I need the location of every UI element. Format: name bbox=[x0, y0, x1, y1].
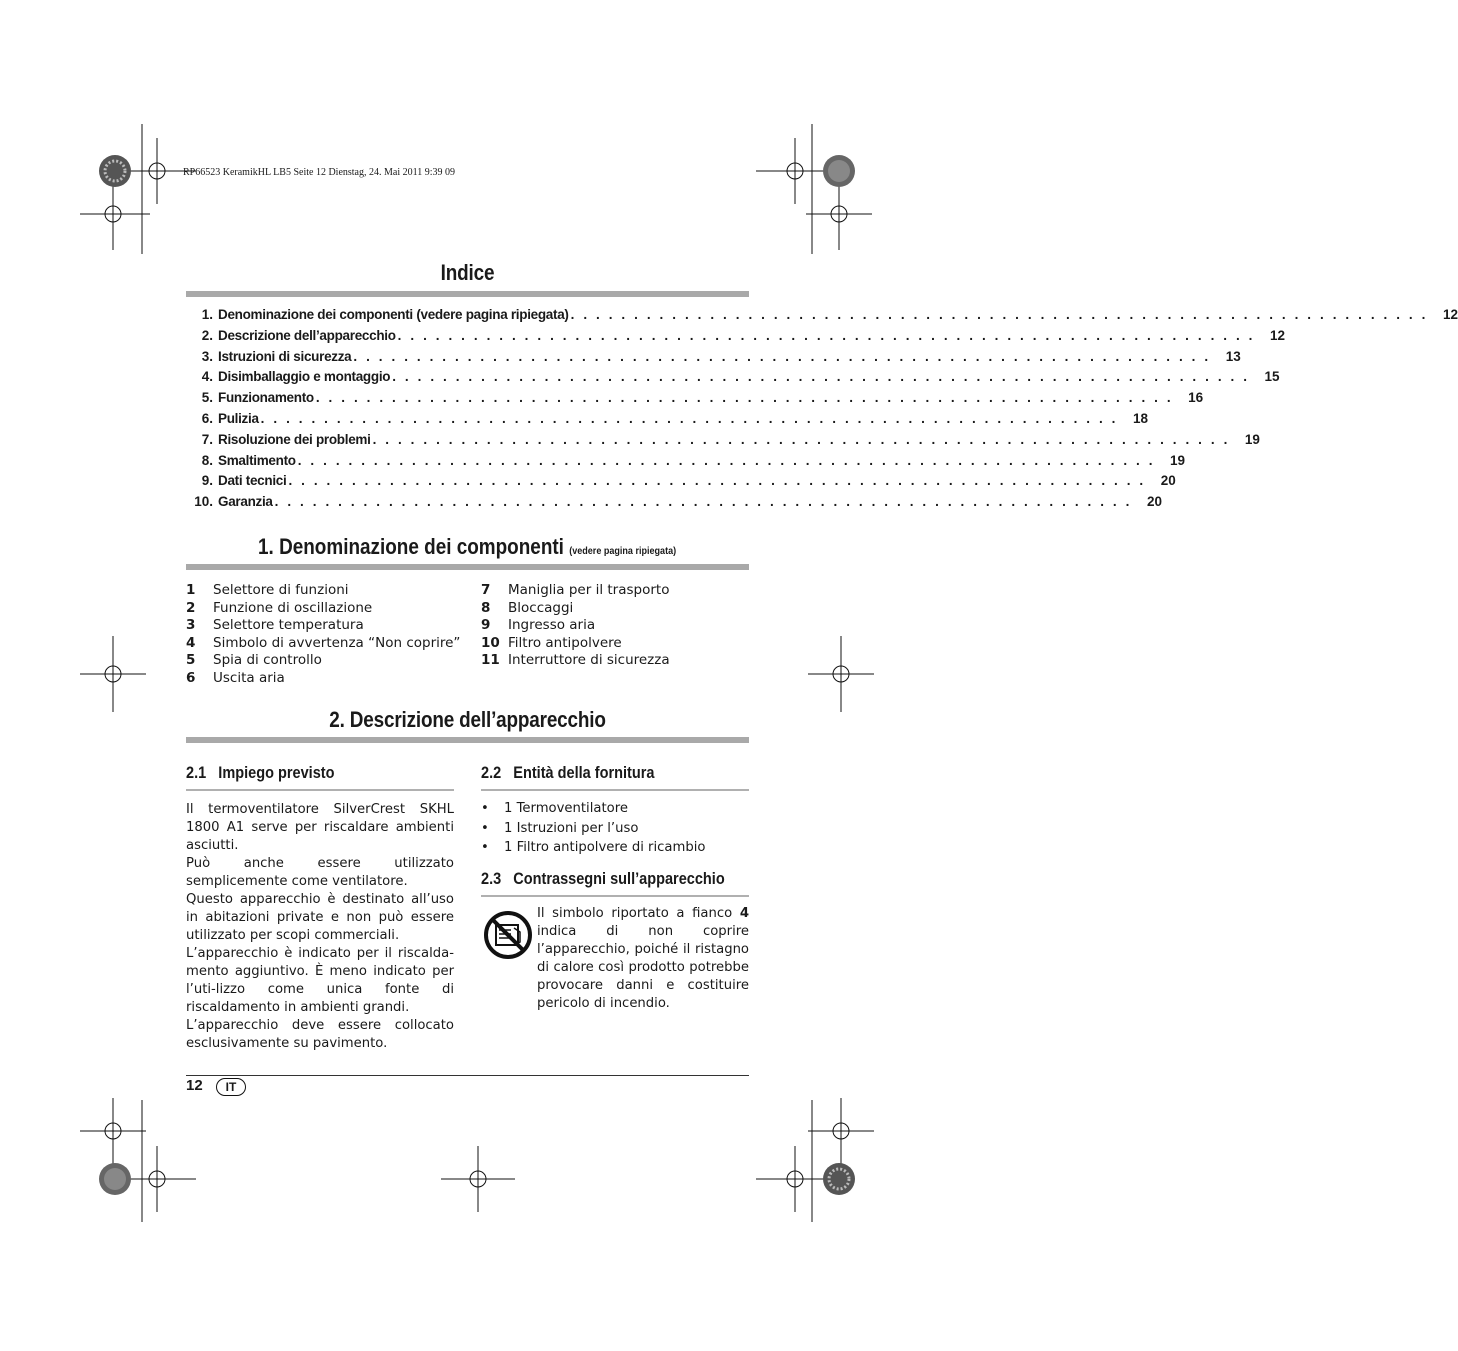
component-number: 9 bbox=[481, 617, 491, 634]
subsection-2-3-underline bbox=[481, 895, 749, 897]
footer-divider bbox=[186, 1075, 749, 1076]
component-item bbox=[481, 582, 669, 600]
component-item bbox=[481, 617, 595, 635]
component-item bbox=[186, 670, 285, 688]
component-label: Funzione di oscillazione bbox=[213, 599, 373, 616]
subsection-2-1-text bbox=[186, 801, 454, 1053]
toc-entry-title: Disimballaggio e montaggio bbox=[218, 369, 391, 385]
toc-entry-number: 1. bbox=[201, 307, 213, 322]
bullet-icon: • bbox=[481, 801, 489, 816]
toc-entry-page: 12 bbox=[1442, 307, 1458, 322]
component-number: 10 bbox=[481, 634, 500, 651]
toc-leader-dots: . . . . . . . . . . . . . . . . . . . . . . . . . . . . . . . . . . . . . . . . . . . . . . . . . . . . . . . . . . . . . . . . . . . . bbox=[570, 307, 1428, 322]
bullet-icon: • bbox=[481, 840, 489, 855]
component-label: Selettore temperatura bbox=[213, 617, 364, 634]
toc-leader-dots: . . . . . . . . . . . . . . . . . . . . . . . . . . . . . . . . . . . . . . . . . . . . . . . . . . . . . . . . . . . . . . . . . . . . bbox=[353, 348, 1211, 364]
toc-entry-number: 6. bbox=[201, 411, 213, 426]
delivery-item bbox=[481, 821, 638, 836]
component-label: Spia di controllo bbox=[213, 652, 322, 669]
component-number: 4 bbox=[186, 634, 196, 651]
toc-leader-dots: . . . . . . . . . . . . . . . . . . . . . . . . . . . . . . . . . . . . . . . . . . . . . . . . . . . . . . . . . . . . . . . . . . . . bbox=[260, 411, 1119, 426]
component-number: 2 bbox=[186, 599, 196, 616]
component-number: 1 bbox=[186, 582, 196, 598]
toc-entry-title: Dati tecnici bbox=[218, 473, 287, 489]
component-item bbox=[186, 582, 349, 600]
page-number: 12 bbox=[186, 1077, 203, 1094]
component-label: Filtro antipolvere bbox=[508, 634, 622, 651]
component-item bbox=[481, 635, 622, 653]
component-number: 5 bbox=[186, 652, 196, 669]
delivery-item bbox=[481, 801, 628, 816]
component-item bbox=[186, 617, 364, 635]
toc-entry-title: Istruzioni di sicurezza bbox=[218, 348, 352, 364]
toc-entry[interactable] bbox=[186, 431, 1260, 452]
component-number: 3 bbox=[186, 617, 196, 634]
delivery-item bbox=[481, 840, 705, 855]
toc-entry-title: Descrizione dell’apparecchio bbox=[218, 327, 396, 343]
component-item bbox=[186, 635, 460, 653]
toc-leader-dots: . . . . . . . . . . . . . . . . . . . . . . . . . . . . . . . . . . . . . . . . . . . . . . . . . . . . . . . . . . . . . . . . . . . . bbox=[372, 431, 1230, 447]
toc-leader-dots: . . . . . . . . . . . . . . . . . . . . . . . . . . . . . . . . . . . . . . . . . . . . . . . . . . . . . . . . . . . . . . . . . . . . bbox=[297, 452, 1156, 468]
toc-divider bbox=[186, 291, 749, 297]
toc-leader-dots: . . . . . . . . . . . . . . . . . . . . . . . . . . . . . . . . . . . . . . . . . . . . . . . . . . . . . . . . . . . . . . . . . . . . bbox=[288, 473, 1146, 489]
symbol-text-after: indica di non coprire l’apparecchio, poiché il ristagno di calore così prodotto potrebbe provocare danni e costituire pericolo di incendio. bbox=[537, 924, 749, 1011]
delivery-item-label: 1 Termoventilatore bbox=[504, 801, 628, 816]
intended-use-paragraph: Questo apparecchio è destinato all’uso in abitazioni private e non può essere utilizzato per scopi commerciali. bbox=[186, 892, 454, 943]
print-header: RP66523 KeramikHL LB5 Seite 12 Dienstag, 24. Mai 2011 9:39 09 bbox=[183, 167, 456, 178]
component-label: Uscita aria bbox=[213, 670, 285, 686]
component-label: Maniglia per il trasporto bbox=[508, 582, 670, 598]
intended-use-paragraph: L’apparecchio deve essere collocato esclusivamente su pavimento. bbox=[186, 1018, 454, 1051]
toc-leader-dots: . . . . . . . . . . . . . . . . . . . . . . . . . . . . . . . . . . . . . . . . . . . . . . . . . . . . . . . . . . . . . . . . . . . . bbox=[392, 369, 1250, 385]
subsection-2-3-title: 2.3 Contrassegni sull’apparecchio bbox=[481, 870, 725, 888]
toc-entry-title: Smaltimento bbox=[218, 452, 296, 468]
do-not-cover-icon bbox=[483, 910, 533, 960]
toc-leader-dots: . . . . . . . . . . . . . . . . . . . . . . . . . . . . . . . . . . . . . . . . . . . . . . . . . . . . . . . . . . . . . . . . . . . . bbox=[397, 327, 1256, 343]
toc-entry-number: 9. bbox=[201, 473, 213, 489]
toc-entry-page: 12 bbox=[1270, 327, 1286, 343]
intended-use-paragraph: Il termoventilatore SilverCrest SKHL 1800 A1 serve per riscaldare ambienti asciutti. bbox=[186, 802, 454, 853]
section1-note: (vedere pagina ripiegata) bbox=[569, 545, 677, 557]
toc-entry[interactable] bbox=[186, 411, 1149, 431]
component-number: 7 bbox=[481, 582, 491, 598]
toc-entry[interactable] bbox=[186, 390, 1204, 410]
section1-title: 1. Denominazione dei componenti bbox=[258, 534, 565, 559]
toc-title: Indice bbox=[440, 260, 495, 285]
toc-entry-title: Risoluzione dei problemi bbox=[218, 431, 371, 447]
section2-title: 2. Descrizione dell’apparecchio bbox=[329, 707, 606, 732]
component-label: Selettore di funzioni bbox=[213, 582, 349, 598]
toc-entry[interactable] bbox=[186, 327, 1286, 348]
toc-entry[interactable] bbox=[186, 369, 1280, 389]
subsection-2-2-title: 2.2 Entità della fornitura bbox=[481, 764, 655, 782]
toc-entry-title: Pulizia bbox=[218, 411, 259, 426]
toc-entry-page: 19 bbox=[1244, 431, 1260, 447]
component-item bbox=[186, 652, 322, 670]
component-item bbox=[481, 652, 670, 670]
toc-entry-page: 20 bbox=[1146, 494, 1162, 510]
toc-entry-page: 13 bbox=[1225, 348, 1241, 364]
toc-entry-number: 8. bbox=[201, 452, 213, 468]
delivery-item-label: 1 Filtro antipolvere di ricambio bbox=[504, 840, 706, 855]
section2-divider bbox=[186, 737, 749, 743]
toc-entry-page: 18 bbox=[1133, 411, 1149, 426]
toc-leader-dots: . . . . . . . . . . . . . . . . . . . . . . . . . . . . . . . . . . . . . . . . . . . . . . . . . . . . . . . . . . . . . . . . . . . . bbox=[315, 390, 1174, 406]
component-number: 6 bbox=[186, 670, 196, 686]
component-label: Interruttore di sicurezza bbox=[508, 652, 670, 669]
toc-entry-title: Funzionamento bbox=[218, 390, 314, 406]
intended-use-paragraph: Può anche essere utilizzato semplicemente come ventilatore. bbox=[186, 856, 454, 889]
symbol-reference-number: 4 bbox=[739, 906, 749, 921]
symbol-text-before: Il simbolo riportato a fianco bbox=[537, 906, 740, 921]
toc-entry[interactable] bbox=[186, 473, 1176, 493]
toc-leader-dots: . . . . . . . . . . . . . . . . . . . . . . . . . . . . . . . . . . . . . . . . . . . . . . . . . . . . . . . . . . . . . . . . . . . . bbox=[274, 494, 1132, 510]
toc-entry[interactable] bbox=[186, 452, 1186, 473]
component-label: Simbolo di avvertenza “Non coprire” bbox=[213, 634, 461, 651]
intended-use-paragraph: L’apparecchio è indicato per il riscalda-mento aggiuntivo. È meno indicato per l’uti-lizzo come unica fonte di riscaldamento in ambienti grandi. bbox=[186, 946, 454, 1015]
bullet-icon: • bbox=[481, 820, 489, 836]
subsection-2-1-underline bbox=[186, 789, 454, 791]
toc-entry-number: 4. bbox=[201, 369, 213, 385]
subsection-2-3-text bbox=[537, 905, 749, 1013]
section1-heading bbox=[186, 534, 749, 560]
subsection-2-2-underline bbox=[481, 789, 749, 791]
toc-entry-page: 16 bbox=[1188, 390, 1204, 406]
toc-entry-number: 10. bbox=[194, 494, 213, 510]
toc-entry[interactable] bbox=[186, 348, 1241, 369]
toc-entry[interactable] bbox=[186, 307, 1458, 327]
toc-entry-number: 3. bbox=[201, 348, 213, 364]
language-badge: IT bbox=[216, 1078, 246, 1096]
delivery-item-label: 1 Istruzioni per l’uso bbox=[504, 820, 639, 836]
toc-entry-page: 19 bbox=[1170, 452, 1186, 468]
toc-entry-title: Garanzia bbox=[218, 494, 273, 510]
component-item bbox=[481, 600, 573, 618]
component-number: 11 bbox=[481, 652, 500, 669]
component-item bbox=[186, 600, 372, 618]
toc-entry-number: 5. bbox=[201, 390, 213, 406]
toc-entry-number: 7. bbox=[201, 431, 213, 447]
subsection-2-1-title: 2.1 Impiego previsto bbox=[186, 764, 335, 782]
toc-entry-title: Denominazione dei componenti (vedere pagina ripiegata) bbox=[218, 307, 569, 322]
section1-divider bbox=[186, 564, 749, 570]
toc-entry-page: 15 bbox=[1264, 369, 1280, 385]
component-label: Bloccaggi bbox=[508, 599, 574, 616]
component-label: Ingresso aria bbox=[508, 617, 596, 634]
toc-entry[interactable] bbox=[186, 494, 1162, 514]
component-number: 8 bbox=[481, 599, 491, 616]
toc-entry-number: 2. bbox=[201, 327, 213, 343]
toc-entry-page: 20 bbox=[1160, 473, 1176, 489]
